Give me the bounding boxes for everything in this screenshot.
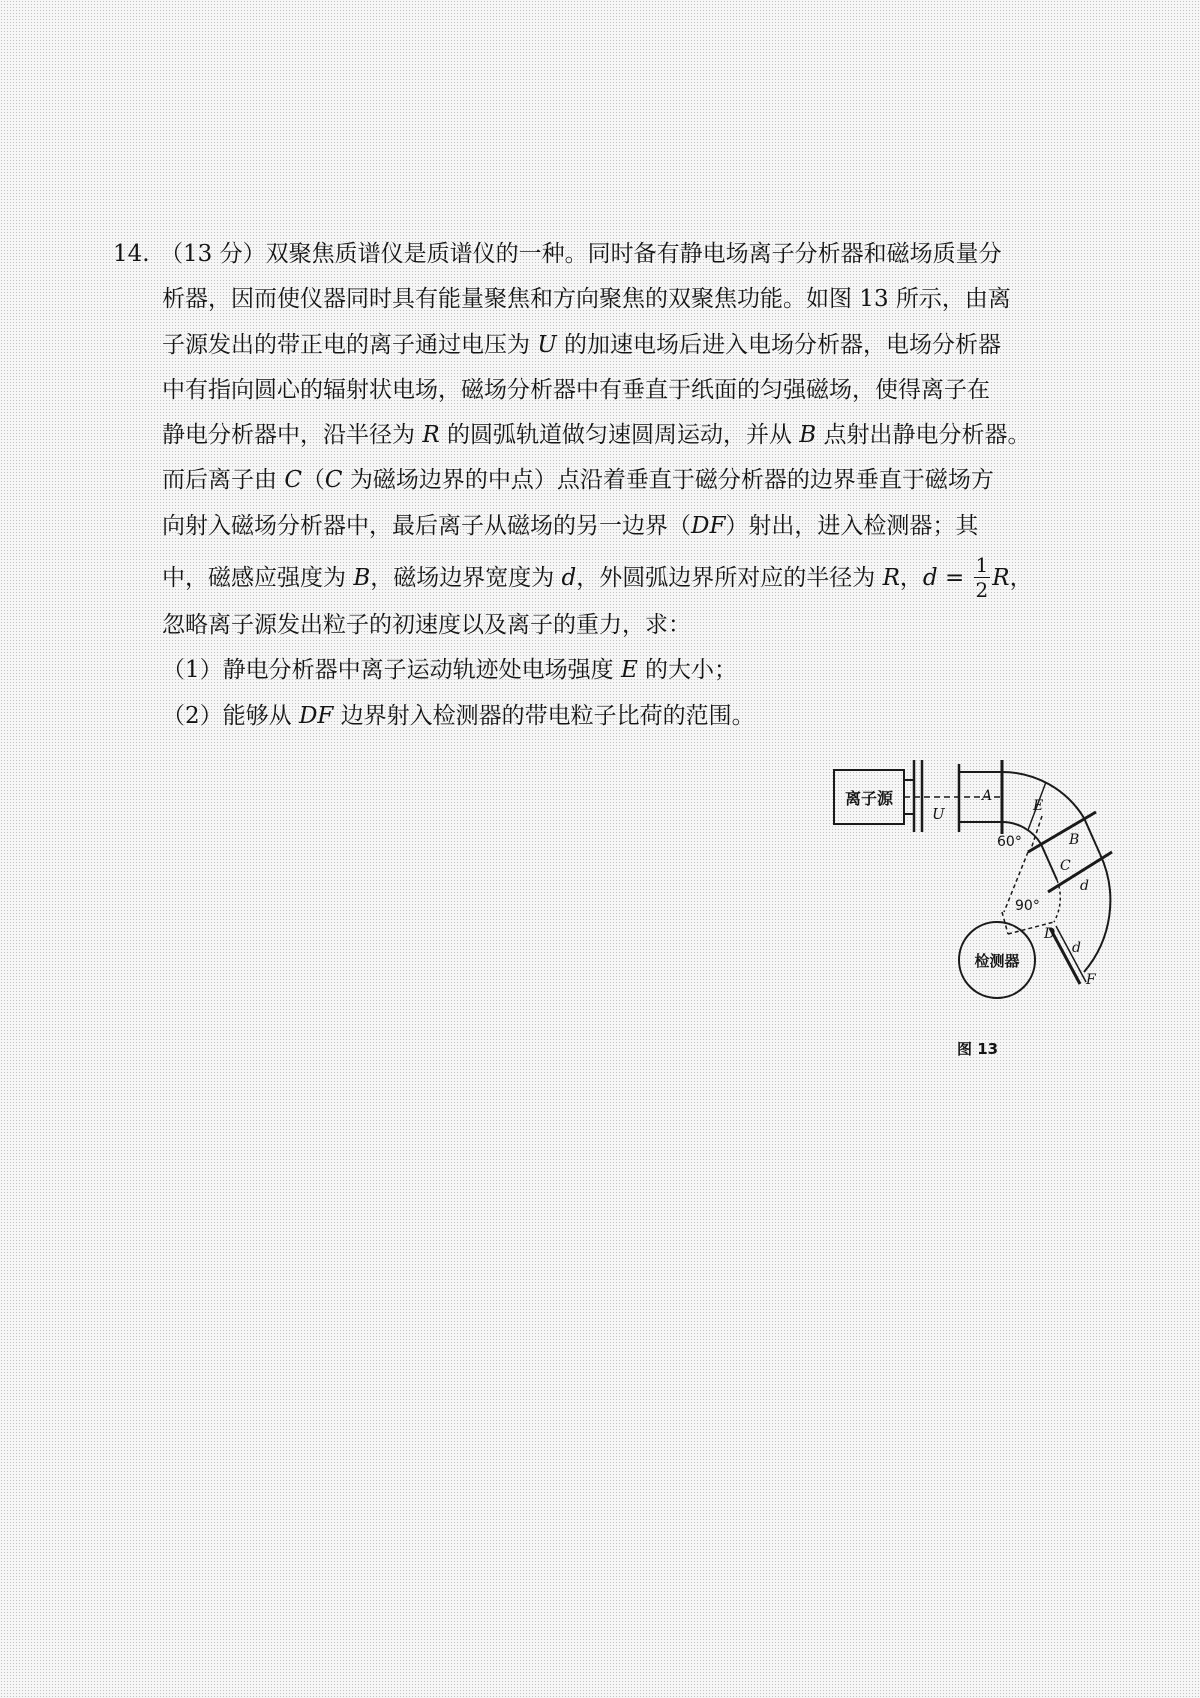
variable-d: d [922, 565, 938, 592]
ion-source-label: 离子源 [844, 789, 894, 808]
text-span: 的圆弧轨道做匀速圆周运动，并从 [439, 422, 800, 449]
detector-label: 检测器 [974, 952, 1020, 970]
label-U: U [932, 805, 945, 823]
text-span: = [937, 565, 972, 592]
label-C: C [1060, 858, 1071, 874]
question-line-9 [162, 607, 1122, 643]
text-span: 析器，因而使仪器同时具有能量聚焦和方向聚焦的双聚焦功能。如图 13 所示，由离 [162, 286, 1011, 313]
text-span: ）射出，进入检测器；其 [725, 512, 979, 539]
question-line-6 [162, 462, 1122, 498]
gate-DF-inner [1056, 926, 1086, 982]
variable-R: R [992, 565, 1010, 592]
variable-B: B [353, 565, 371, 592]
text-span: 边界射入检测器的带电粒子比荷的范围。 [333, 702, 755, 729]
text-span: ，磁场边界宽度为 [370, 565, 562, 592]
text-span: （ [301, 467, 325, 494]
text-span: 忽略离子源发出粒子的初速度以及离子的重力，求： [162, 612, 691, 639]
text-span: 中，磁感应强度为 [162, 565, 354, 592]
text-span: 向射入磁场分析器中，最后离子从磁场的另一边界（ [162, 512, 691, 539]
variable-E: E [620, 657, 638, 684]
drift-outer [1084, 818, 1100, 854]
fraction-numerator: 1 [975, 552, 989, 577]
fraction-denominator: 2 [975, 577, 989, 602]
text-span: ， [1009, 565, 1033, 592]
width-d-label-2: d [1072, 940, 1081, 956]
text-span: （2）能够从 [162, 702, 299, 729]
text-span: ， [899, 565, 923, 592]
text-span: 的加速电场后进入电场分析器，电场分析器 [556, 331, 1002, 358]
question-line-1 [160, 236, 1122, 272]
fraction-one-half [974, 552, 991, 602]
label-D: D [1044, 926, 1056, 942]
width-d-label-1: d [1080, 878, 1089, 894]
question-line-7 [162, 508, 1122, 544]
text-span: 中有指向圆心的辐射状电场，磁场分析器中有垂直于纸面的匀强磁场，使得离子在 [162, 376, 990, 403]
text-span: 的大小； [637, 657, 738, 684]
text-span: 子源发出的带正电的离子通过电压为 [162, 331, 538, 358]
drift-inner [1041, 844, 1057, 880]
figure-caption: 图 13 [957, 1040, 999, 1058]
variable-R: R [422, 422, 440, 449]
text-span: ，外圆弧边界所对应的半径为 [576, 565, 883, 592]
label-B: B [1069, 832, 1080, 848]
variable-R: R [882, 565, 900, 592]
text-span: （1）静电分析器中离子运动轨迹处电场强度 [162, 657, 621, 684]
label-E: E [1033, 798, 1044, 814]
text-span: 为磁场边界的中点）点沿着垂直于磁分析器的边界垂直于磁场方 [342, 467, 994, 494]
figure-13-diagram [832, 752, 1142, 1052]
variable-C: C [284, 467, 302, 494]
text-span: 静电分析器中，沿半径为 [162, 422, 423, 449]
gate-B [1028, 812, 1096, 852]
question-line-4 [162, 372, 1122, 408]
angle-60-label: 60° [997, 834, 1022, 850]
text-span: 点射出静电分析器。 [816, 422, 1031, 449]
variable-U: U [537, 331, 557, 358]
question-line-8 [162, 553, 1122, 603]
magnet-outer-arc [1084, 854, 1110, 972]
label-F: F [1086, 972, 1096, 988]
text-span: 而后离子由 [162, 467, 285, 494]
question-line-2 [162, 281, 1122, 317]
question-number: 14. [113, 241, 150, 267]
sub-question-2 [162, 698, 1122, 734]
variable-C: C [324, 467, 343, 494]
angle-90-label: 90° [1015, 898, 1040, 914]
variable-DF: DF [691, 512, 726, 539]
question-line-3 [162, 327, 1122, 363]
variable-DF: DF [298, 702, 334, 729]
question-line-5 [162, 417, 1122, 453]
question-text [162, 236, 1122, 743]
sub-question-1 [162, 652, 1122, 688]
variable-B: B [799, 422, 817, 449]
variable-d: d [561, 565, 577, 592]
diagram-svg [832, 752, 1142, 1052]
text-span: （13 分）双聚焦质谱仪是质谱仪的一种。同时备有静电场离子分析器和磁场质量分 [160, 241, 1002, 267]
label-A: A [982, 788, 993, 804]
